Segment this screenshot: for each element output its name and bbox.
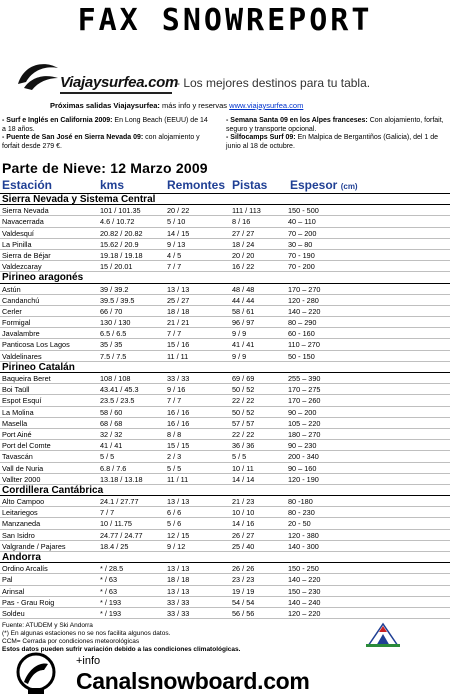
station-name: Espot Esquí	[2, 396, 42, 406]
lifts-value: 9 / 16	[167, 385, 186, 395]
station-name: Sierra Nevada	[2, 206, 49, 216]
pistes-value: 19 / 19	[232, 586, 255, 596]
table-row	[0, 608, 450, 619]
promo-right	[226, 117, 448, 151]
pistes-value: 111 / 113	[232, 206, 261, 216]
depth-value: 140 – 220	[288, 306, 321, 316]
lifts-value: 18 / 18	[167, 306, 190, 316]
pistes-value: 5 / 5	[232, 452, 247, 462]
table-row	[0, 463, 450, 474]
pistes-value: 50 / 52	[232, 407, 255, 417]
station-name: San Isidro	[2, 530, 35, 540]
table-row	[0, 373, 450, 384]
table-row	[0, 586, 450, 597]
lifts-value: 15 / 15	[167, 441, 190, 451]
kms-value: * / 193	[100, 608, 122, 618]
viajaysurfea-banner[interactable]	[14, 60, 444, 96]
kms-value: 32 / 32	[100, 429, 123, 439]
station-name: Port Ainé	[2, 429, 32, 439]
pistes-value: 10 / 10	[232, 508, 255, 518]
table-row	[0, 451, 450, 462]
depth-value: 150 – 230	[288, 586, 321, 596]
brand-name: Viajaysurfea.com	[60, 74, 179, 91]
lifts-value: 20 / 22	[167, 206, 190, 216]
region-header: Pirineo Catalán	[0, 362, 450, 373]
pistes-value: 54 / 54	[232, 597, 255, 607]
promo-text: con alojamiento y forfait desde 279 €.	[2, 134, 200, 150]
table-row	[0, 295, 450, 306]
station-name: Port del Comte	[2, 441, 51, 451]
table-row	[0, 317, 450, 328]
next-trips-text: más info y reservas	[162, 101, 228, 110]
kms-value: 66 / 70	[100, 306, 123, 316]
station-name: Tavascán	[2, 452, 33, 462]
depth-value: 80 – 290	[288, 318, 317, 328]
lifts-value: 18 / 18	[167, 575, 190, 585]
depth-value: 90 – 200	[288, 407, 317, 417]
station-name: Candanchú	[2, 295, 40, 305]
footnotes	[2, 622, 240, 654]
kms-value: 24.1 / 27.77	[100, 497, 139, 507]
lifts-value: 5 / 5	[167, 463, 182, 473]
station-name: Sierra de Béjar	[2, 250, 51, 260]
kms-value: 15 / 20.01	[100, 262, 133, 272]
promo-item	[226, 134, 448, 151]
pistes-value: 57 / 57	[232, 418, 255, 428]
lifts-value: 4 / 5	[167, 250, 182, 260]
kms-value: 6.8 / 7.6	[100, 463, 127, 473]
table-row	[0, 507, 450, 518]
lifts-value: 2 / 3	[167, 452, 182, 462]
pistes-value: 58 / 61	[232, 306, 255, 316]
kms-value: 10 / 11.75	[100, 519, 132, 529]
station-name: La Molina	[2, 407, 34, 417]
table-row	[0, 205, 450, 216]
pistes-value: 21 / 23	[232, 497, 255, 507]
kms-value: 39.5 / 39.5	[100, 295, 135, 305]
lifts-value: 5 / 6	[167, 519, 182, 529]
station-name: Cerler	[2, 306, 22, 316]
table-row	[0, 339, 450, 350]
kms-value: 23.5 / 23.5	[100, 396, 135, 406]
pistes-value: 20 / 20	[232, 250, 255, 260]
depth-value: 140 – 220	[288, 575, 321, 585]
depth-value: 120 – 220	[288, 608, 321, 618]
lifts-value: 7 / 7	[167, 262, 182, 272]
kms-value: 68 / 68	[100, 418, 123, 428]
kms-value: 13.18 / 13.18	[100, 474, 143, 484]
pistes-value: 26 / 26	[232, 564, 255, 574]
station-name: La Pinilla	[2, 239, 32, 249]
promo-title: - Semana Santa 09 en los Alpes franceses:	[226, 117, 368, 124]
table-row	[0, 284, 450, 295]
depth-value: 120 - 190	[288, 474, 319, 484]
table-row	[0, 328, 450, 339]
depth-value: 80 - 230	[288, 508, 315, 518]
table-row	[0, 518, 450, 529]
pistes-value: 16 / 22	[232, 262, 255, 272]
promo-item	[2, 117, 210, 134]
lifts-value: 33 / 33	[167, 374, 190, 383]
lifts-value: 33 / 33	[167, 597, 190, 607]
table-row	[0, 541, 450, 552]
depth-value: 20 - 50	[288, 519, 311, 529]
station-name: Panticosa Los Lagos	[2, 340, 70, 350]
kms-value: 39 / 39.2	[100, 284, 129, 294]
pistes-value: 23 / 23	[232, 575, 255, 585]
depth-value: 170 – 275	[288, 385, 321, 395]
station-name: Boi Taüll	[2, 385, 30, 395]
station-name: Leitariegos	[2, 508, 38, 518]
depth-value: 80 -180	[288, 497, 313, 507]
lifts-value: 33 / 33	[167, 608, 190, 618]
source-note: Fuente: ATUDEM y Ski Andorra	[2, 622, 93, 629]
pistes-value: 22 / 22	[232, 429, 255, 439]
col-depth	[290, 178, 358, 192]
depth-value: 50 - 150	[288, 351, 315, 361]
kms-value: 15.62 / 20.9	[100, 239, 139, 249]
pistes-value: 9 / 9	[232, 329, 247, 339]
table-row	[0, 216, 450, 227]
table-header	[0, 178, 450, 193]
lifts-value: 11 / 11	[167, 351, 189, 361]
pistes-value: 44 / 44	[232, 295, 255, 305]
station-name: Soldeu	[2, 608, 25, 618]
table-row	[0, 496, 450, 507]
kms-value: 7.5 / 7.5	[100, 351, 127, 361]
kms-value: * / 63	[100, 575, 118, 585]
pistes-value: 8 / 16	[232, 217, 251, 227]
kms-value: 19.18 / 19.18	[100, 250, 143, 260]
region-header: Andorra	[0, 552, 450, 563]
station-name: Masella	[2, 418, 28, 428]
canalsnowboard-link[interactable]: Canalsnowboard.com	[76, 668, 310, 694]
table-row	[0, 250, 450, 261]
col-depth-unit: (cm)	[340, 182, 358, 191]
kms-value: * / 193	[100, 597, 122, 607]
lifts-value: 12 / 15	[167, 530, 190, 540]
table-row	[0, 407, 450, 418]
kms-value: 5 / 5	[100, 452, 115, 462]
col-kms: kms	[100, 178, 125, 192]
depth-value: 90 – 160	[288, 463, 317, 473]
region-header: Sierra Nevada y Sistema Central	[0, 194, 450, 205]
depth-value: 120 - 380	[288, 530, 319, 540]
kms-value: 43.41 / 45.3	[100, 385, 139, 395]
canalsnowboard-logo-icon	[16, 652, 56, 696]
pistes-value: 18 / 24	[232, 239, 255, 249]
pistes-value: 9 / 9	[232, 351, 247, 361]
station-name: Valdezcaray	[2, 262, 42, 272]
col-pistes: Pistas	[232, 178, 268, 192]
lifts-value: 13 / 13	[167, 586, 190, 596]
pistes-value: 10 / 11	[232, 463, 254, 473]
promo-text: En Long Beach (EEUU) de 14 a 18 años.	[2, 117, 208, 133]
col-lifts: Remontes	[167, 178, 226, 192]
station-name: Vall de Nuria	[2, 463, 44, 473]
station-name: Valdelinares	[2, 351, 42, 361]
table-row	[0, 306, 450, 317]
pistes-value: 14 / 14	[232, 474, 255, 484]
atudem-badge-icon	[364, 622, 402, 648]
table-row	[0, 418, 450, 429]
station-name: Javalambre	[2, 329, 40, 339]
lifts-value: 11 / 11	[167, 474, 189, 484]
table-row	[0, 429, 450, 440]
depth-value: 150 - 500	[288, 206, 319, 216]
depth-value: 110 – 270	[288, 340, 320, 350]
pistes-value: 69 / 69	[232, 374, 255, 383]
ccm-note: CCM= Cerrada por condiciones meteorológicas	[2, 638, 140, 645]
lifts-value: 13 / 13	[167, 564, 190, 574]
next-trips-line	[50, 101, 303, 110]
viajaysurfea-logo-icon	[14, 60, 62, 94]
lifts-value: 5 / 10	[167, 217, 186, 227]
pistes-value: 26 / 27	[232, 530, 255, 540]
lifts-value: 9 / 13	[167, 239, 186, 249]
depth-value: 30 – 80	[288, 239, 313, 249]
next-trips-label: Próximas salidas Viajaysurfea:	[50, 101, 160, 110]
station-name: Pal	[2, 575, 13, 585]
station-name: Astún	[2, 284, 21, 294]
station-name: Arinsal	[2, 586, 25, 596]
kms-value: 4.6 / 10.72	[100, 217, 135, 227]
table-row	[0, 384, 450, 395]
viajaysurfea-link[interactable]: www.viajaysurfea.com	[229, 101, 304, 110]
col-depth-label: Espesor	[290, 178, 338, 192]
lifts-value: 9 / 12	[167, 541, 186, 551]
table-row	[0, 574, 450, 585]
station-name: Navacerrada	[2, 217, 44, 227]
depth-value: 105 – 220	[288, 418, 321, 428]
region-header: Pirineo aragonés	[0, 272, 450, 283]
kms-value: 108 / 108	[100, 374, 131, 383]
region-header: Cordillera Cantábrica	[0, 485, 450, 496]
pistes-value: 14 / 16	[232, 519, 255, 529]
variation-note: Estos datos pueden sufrir variación debido a las condiciones climatológicas.	[2, 646, 241, 653]
kms-value: 101 / 101.35	[100, 206, 141, 216]
station-name: Formigal	[2, 318, 31, 328]
depth-value: 170 – 270	[288, 284, 321, 294]
promo-item	[226, 117, 448, 134]
table-row	[0, 261, 450, 272]
station-name: Valgrande / Pajares	[2, 541, 66, 551]
lifts-value: 15 / 16	[167, 340, 190, 350]
kms-value: 130 / 130	[100, 318, 131, 328]
lifts-value: 16 / 16	[167, 418, 190, 428]
depth-value: 40 – 110	[288, 217, 316, 227]
pistes-value: 48 / 48	[232, 284, 255, 294]
brand-tagline: - Los mejores destinos para tu tabla.	[176, 76, 371, 90]
plus-info-label: +info	[76, 655, 101, 667]
station-name: Alto Campoo	[2, 497, 45, 507]
lifts-value: 13 / 13	[167, 497, 190, 507]
page-title: FAX SNOWREPORT	[77, 3, 373, 38]
table-row	[0, 563, 450, 574]
station-name: Vallter 2000	[2, 474, 41, 484]
table-row	[0, 351, 450, 362]
depth-value: 70 – 200	[288, 228, 317, 238]
depth-value: 90 – 230	[288, 441, 317, 451]
brand-underline	[60, 92, 172, 94]
pistes-value: 50 / 52	[232, 385, 255, 395]
promo-title: - Puente de San José en Sierra Nevada 09:	[2, 134, 144, 141]
lifts-value: 25 / 27	[167, 295, 190, 305]
station-name: Baqueira Beret	[2, 374, 51, 383]
lifts-value: 21 / 21	[167, 318, 190, 328]
promo-text: En Malpica de Bergantiños (Galicia), del 1 de junio al 18 de octubre.	[226, 134, 439, 150]
pistes-value: 56 / 56	[232, 608, 255, 618]
depth-value: 170 – 260	[288, 396, 321, 406]
promo-title: - Surf e Inglés en California 2009:	[2, 117, 113, 124]
kms-value: 58 / 60	[100, 407, 123, 417]
lifts-value: 14 / 15	[167, 228, 190, 238]
table-row	[0, 228, 450, 239]
table-row	[0, 530, 450, 541]
promo-left	[2, 117, 210, 151]
lifts-value: 6 / 6	[167, 508, 182, 518]
table-row	[0, 239, 450, 250]
kms-value: 41 / 41	[100, 441, 123, 451]
missing-data-note: (*) En algunas estaciones no se nos facilita algunos datos.	[2, 630, 171, 637]
snow-report-table	[0, 194, 450, 619]
pistes-value: 27 / 27	[232, 228, 255, 238]
promo-item	[2, 134, 210, 151]
pistes-value: 41 / 41	[232, 340, 255, 350]
report-title: Parte de Nieve: 12 Marzo 2009	[2, 160, 208, 176]
promo-title: - Silfocamps Surf 09:	[226, 134, 296, 141]
table-row	[0, 474, 450, 485]
col-station: Estación	[2, 178, 53, 192]
station-name: Valdesquí	[2, 228, 34, 238]
depth-value: 140 - 300	[288, 541, 319, 551]
depth-value: 255 – 390	[288, 374, 321, 383]
lifts-value: 7 / 7	[167, 396, 182, 406]
depth-value: 150 - 250	[288, 564, 319, 574]
promo-text: Con alojamiento, forfait, seguro y transporte opcional.	[226, 117, 444, 133]
kms-value: 35 / 35	[100, 340, 123, 350]
pistes-value: 36 / 36	[232, 441, 255, 451]
station-name: Manzaneda	[2, 519, 41, 529]
depth-value: 70 - 200	[288, 262, 315, 272]
kms-value: * / 63	[100, 586, 118, 596]
kms-value: 20.82 / 20.82	[100, 228, 143, 238]
kms-value: 7 / 7	[100, 508, 115, 518]
pistes-value: 22 / 22	[232, 396, 255, 406]
pistes-value: 96 / 97	[232, 318, 255, 328]
depth-value: 70 - 190	[288, 250, 315, 260]
depth-value: 60 - 160	[288, 329, 315, 339]
pistes-value: 25 / 40	[232, 541, 255, 551]
depth-value: 200 - 340	[288, 452, 319, 462]
table-row	[0, 597, 450, 608]
station-name: Pas - Grau Roig	[2, 597, 55, 607]
station-name: Ordino Arcalís	[2, 564, 48, 574]
depth-value: 120 - 280	[288, 295, 319, 305]
depth-value: 140 – 240	[288, 597, 321, 607]
kms-value: 6.5 / 6.5	[100, 329, 127, 339]
kms-value: 24.77 / 24.77	[100, 530, 143, 540]
lifts-value: 7 / 7	[167, 329, 182, 339]
depth-value: 180 – 270	[288, 429, 321, 439]
lifts-value: 16 / 16	[167, 407, 190, 417]
kms-value: 18.4 / 25	[100, 541, 129, 551]
lifts-value: 8 / 8	[167, 429, 182, 439]
table-row	[0, 440, 450, 451]
lifts-value: 13 / 13	[167, 284, 190, 294]
table-row	[0, 395, 450, 406]
kms-value: * / 28.5	[100, 564, 124, 574]
